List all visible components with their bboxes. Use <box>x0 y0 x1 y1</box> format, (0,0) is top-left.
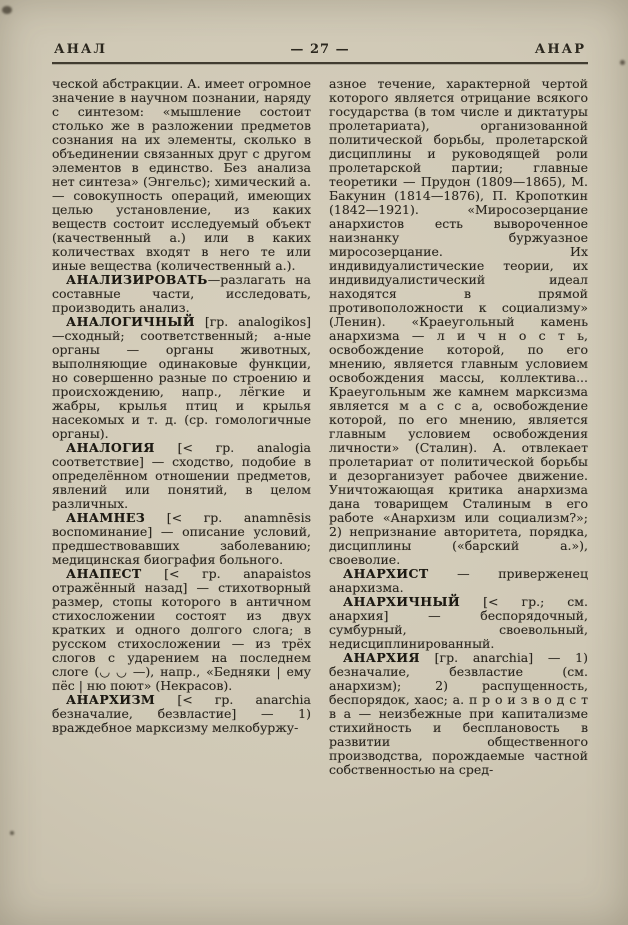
headword: АНАРХИСТ <box>343 566 429 581</box>
dictionary-entry <box>329 651 588 777</box>
entry-body: [< гр. anarchia безначалие, безвластие] — 1) враждебное марксизму мелкобуржу- <box>52 692 311 735</box>
text-columns <box>52 77 588 777</box>
headword: АНАПЕСТ <box>66 566 142 581</box>
dictionary-entry <box>329 595 588 651</box>
dictionary-entry <box>52 567 311 693</box>
dictionary-entry <box>52 273 311 315</box>
entry-body: — приверженец анархизма. <box>329 566 588 595</box>
dictionary-entry <box>52 511 311 567</box>
scan-artifact <box>620 60 625 65</box>
entry-body: —разлагать на составные части, исследовать, производить анализ. <box>52 272 311 315</box>
text-column-left <box>52 77 311 777</box>
headword: АНАРХИЗМ <box>66 692 156 707</box>
entry-body: [< гр. analogia соответствие] — сходство, подобие в определённом отношении предметов, явлений или понятий, в целом различных. <box>52 440 311 511</box>
entry-body: [гр. anarchia] — 1) безначалие, безвластие (см. анархизм); 2) распущенность, беспорядок, хаос; а. п р о и з в о д с т в а — неизбежные при капитализме стихийность и бесплановость в развитии общественного производства, порождаемые частной собственностью на сред- <box>329 650 588 777</box>
entry-body: [гр. analogikos]—сходный; соответственный; а-ные органы — органы животных, выполняющие одинаковые функции, но совершенно разные по строению и происхождению, напр., лёгкие и жабры, крылья птиц и крылья насекомых и т. д. (ср. гомологичные органы). <box>52 314 311 441</box>
page-content <box>52 42 588 777</box>
running-head-left: АНАЛ <box>54 42 107 57</box>
headword: АНАЛИЗИРОВАТЬ <box>66 272 208 287</box>
page-number: — 27 — <box>290 42 350 57</box>
text-column-right <box>329 77 588 777</box>
scan-artifact <box>10 831 14 835</box>
header-rule <box>52 62 588 64</box>
headword: АНАЛОГИЧНЫЙ <box>66 314 196 329</box>
dictionary-entry-continuation <box>52 77 311 273</box>
dictionary-entry <box>52 315 311 441</box>
headword: АНАРХИЧНЫЙ <box>343 594 461 609</box>
dictionary-entry <box>52 441 311 511</box>
entry-body: азное течение, характерной чертой которого является отрицание всякого государства (в том числе и диктатуры пролетариата), организованной политической борьбы, пролетарской дисциплины и руководящей роли пролетарской партии; главные теоретики — Прудон (1809—1865), М. Бакунин (1814—1876), П. Кропоткин (1842—1921). «Миросозерцание анархистов есть вывороченное наизнанку буржуазное миросозерцание. Их индивидуалистические теории, их индивидуалистический идеал находятся в прямой противоположности к социализму» (Ленин). «Краеугольный камень анархизма — л и ч н о с т ь, освобождение которой, по его мнению, является главным условием освобождения массы, коллектива... Краеугольным же камнем марксизма является м а с с а, освобождение которой, по его мнению, является главным условием освобождения личности» (Сталин). А. отвлекает пролетариат от политической борьбы и дезорганизует рабочее движение. Уничтожающая критика анархизма дана товарищем Сталиным в его работе «Анархизм или социализм?»; 2) непризнание авторитета, порядка, дисциплины («барский а.»), своеволие. <box>329 76 588 567</box>
running-header <box>52 42 588 60</box>
entry-body: ческой абстракции. А. имеет огромное значение в научном познании, наряду с синтезом: «мышление состоит столько же в разложении предметов сознания на их элементы, сколько в объединении связанных друг с другом элементов в единство. Без анализа нет синтеза» (Энгельс); химический а.— совокупность операций, имеющих целью установление, из каких веществ состоит исследуемый объект (качественный а.) или в каких количествах входят в него те или иные вещества (количественный а.). <box>52 76 311 273</box>
dictionary-entry-continuation <box>329 77 588 567</box>
dictionary-entry <box>52 693 311 735</box>
entry-body: [< гр. anapaistos отражённый назад] — стихотворный размер, стопы которого в античном стихосложении состоят из двух кратких и одного долгого слога; в русском стихосложении — из трёх слогов с ударением на последнем слоге (◡ ◡ —), напр., «Бедняки | ему пёс | ню поют» (Некрасов). <box>52 566 311 693</box>
headword: АНАРХИЯ <box>343 650 420 665</box>
entry-body: [< гр. anamnēsis воспоминание] — описание условий, предшествовавших заболеванию; медицинская биография больного. <box>52 510 311 567</box>
dictionary-entry <box>329 567 588 595</box>
running-head-right: АНАР <box>534 42 586 57</box>
headword: АНАМНЕЗ <box>66 510 146 525</box>
scan-artifact <box>2 6 12 14</box>
entry-body: [< гр.; см. анархия] — беспорядочный, сумбурный, своевольный, недисциплинированный. <box>329 594 588 651</box>
headword: АНАЛОГИЯ <box>66 440 155 455</box>
